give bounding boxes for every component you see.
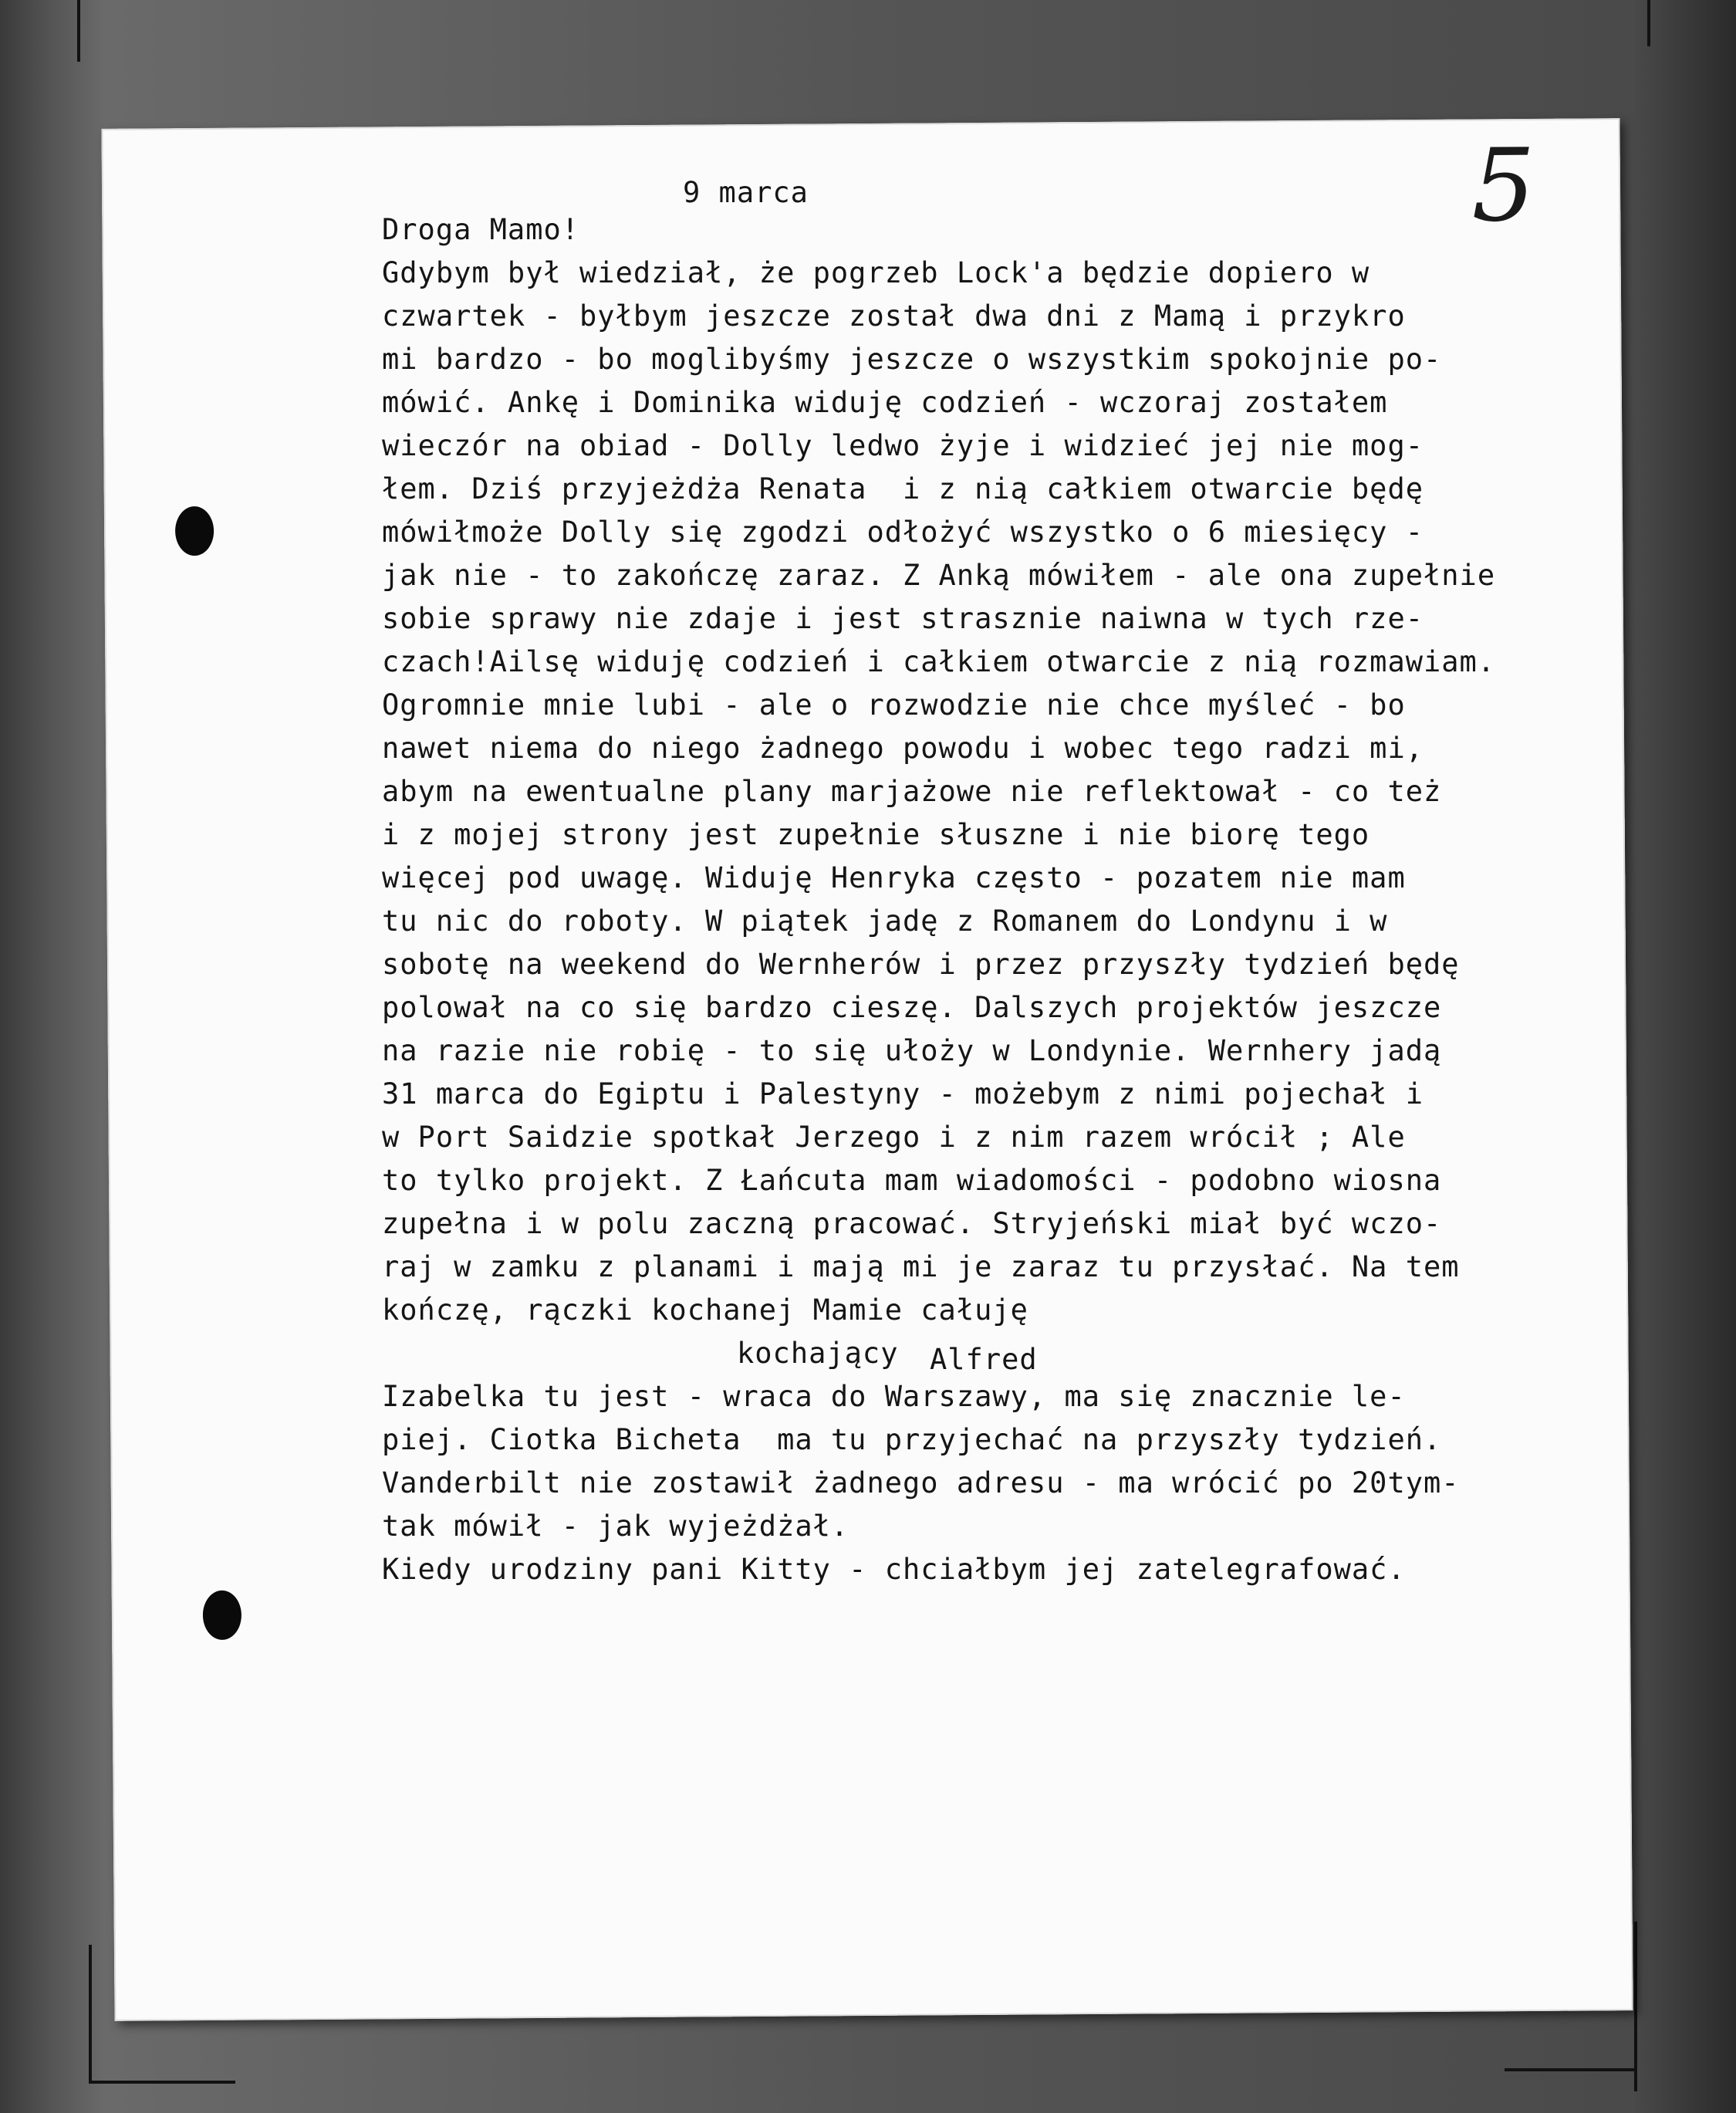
film-edge-mark-bottom-right-h xyxy=(1505,2068,1636,2071)
body-line: sobie sprawy nie zdaje i jest strasznie naiwna w tych rze- xyxy=(382,602,1424,635)
postscript-line: Vanderbilt nie zostawił żadnego adresu - ma wrócić po 20tym- xyxy=(382,1466,1460,1499)
body-line: to tylko projekt. Z Łańcuta mam wiadomości - podobno wiosna xyxy=(382,1164,1442,1197)
signature-row xyxy=(382,1332,1485,1375)
body-line: raj w zamku z planami i mają mi je zaraz tu przysłać. Na tem xyxy=(382,1250,1460,1283)
body-line: Gdybym był wiedział, że pogrzeb Lock'a będzie dopiero w xyxy=(382,256,1370,289)
postscript-line: Kiedy urodziny pani Kitty - chciałbym jej zatelegrafować. xyxy=(382,1553,1406,1586)
film-edge-mark-bottom-right xyxy=(1634,1922,1637,2091)
letter-text xyxy=(382,170,1496,1591)
body-line: łem. Dziś przyjeżdża Renata i z nią całkiem otwarcie będę xyxy=(382,472,1424,505)
body-line: Ogromnie mnie lubi - ale o rozwodzie nie chce myśleć - bo xyxy=(382,688,1406,722)
body-line: kończę, rączki kochanej Mamie całuję xyxy=(382,1293,1028,1327)
punch-hole-bottom xyxy=(203,1591,241,1640)
body-line: na razie nie robię - to się ułoży w Londynie. Wernhery jadą xyxy=(382,1034,1442,1067)
body-line: mi bardzo - bo moglibyśmy jeszcze o wszystkim spokojnie po- xyxy=(382,343,1442,376)
letter-signature: Alfred xyxy=(930,1343,1038,1376)
letter-postscript xyxy=(382,1375,1485,1591)
body-line: tu nic do roboty. W piątek jadę z Romanem do Londynu i w xyxy=(382,904,1388,938)
film-edge-mark-top-right xyxy=(1647,0,1650,46)
body-line: mówić. Ankę i Dominika widuję codzień - wczoraj zostałem xyxy=(382,386,1388,419)
body-line: i z mojej strony jest zupełnie słuszne i nie biorę tego xyxy=(382,818,1370,851)
postscript-line: tak mówił - jak wyjeżdżał. xyxy=(382,1510,849,1543)
letter-closing: kochający xyxy=(737,1337,899,1370)
body-line: jak nie - to zakończę zaraz. Z Anką mówiłem - ale ona zupełnie xyxy=(382,559,1496,592)
body-line: mówiłmoże Dolly się zgodzi odłożyć wszystko o 6 miesięcy - xyxy=(382,516,1424,549)
postscript-line: Izabelka tu jest - wraca do Warszawy, ma się znacznie le- xyxy=(382,1380,1406,1413)
film-edge-mark-bottom-left xyxy=(89,1945,92,2084)
letter-date: 9 marca xyxy=(683,176,809,209)
body-line: polował na co się bardzo cieszę. Dalszych projektów jeszcze xyxy=(382,991,1442,1024)
film-edge-mark-bottom-left-h xyxy=(89,2081,235,2084)
body-line: czwartek - byłbym jeszcze został dwa dni z Mamą i przykro xyxy=(382,299,1406,333)
postscript-line: piej. Ciotka Bicheta ma tu przyjechać na przyszły tydzień. xyxy=(382,1423,1442,1456)
body-line: 31 marca do Egiptu i Palestyny - możebym z nimi pojechał i xyxy=(382,1077,1424,1111)
body-line: abym na ewentualne plany marjażowe nie reflektował - co też xyxy=(382,775,1442,808)
punch-hole-top xyxy=(175,506,214,556)
film-edge-mark-top-left xyxy=(77,0,80,62)
page-number: 5 xyxy=(1471,126,1536,245)
letter-body xyxy=(382,252,1496,1332)
body-line: w Port Saidzie spotkał Jerzego i z nim razem wrócił ; Ale xyxy=(382,1121,1406,1154)
body-line: zupełna i w polu zaczną pracować. Stryjeński miał być wczo- xyxy=(382,1207,1442,1240)
body-line: więcej pod uwagę. Widuję Henryka często - pozatem nie mam xyxy=(382,861,1406,894)
body-line: sobotę na weekend do Wernherów i przez przyszły tydzień będę xyxy=(382,948,1460,981)
body-line: czach!Ailsę widuję codzień i całkiem otwarcie z nią rozmawiam. xyxy=(382,645,1496,678)
body-line: wieczór na obiad - Dolly ledwo żyje i widzieć jej nie mog- xyxy=(382,429,1424,462)
body-line: nawet niema do niego żadnego powodu i wobec tego radzi mi, xyxy=(382,732,1424,765)
letter-greeting: Droga Mamo! xyxy=(382,213,580,246)
